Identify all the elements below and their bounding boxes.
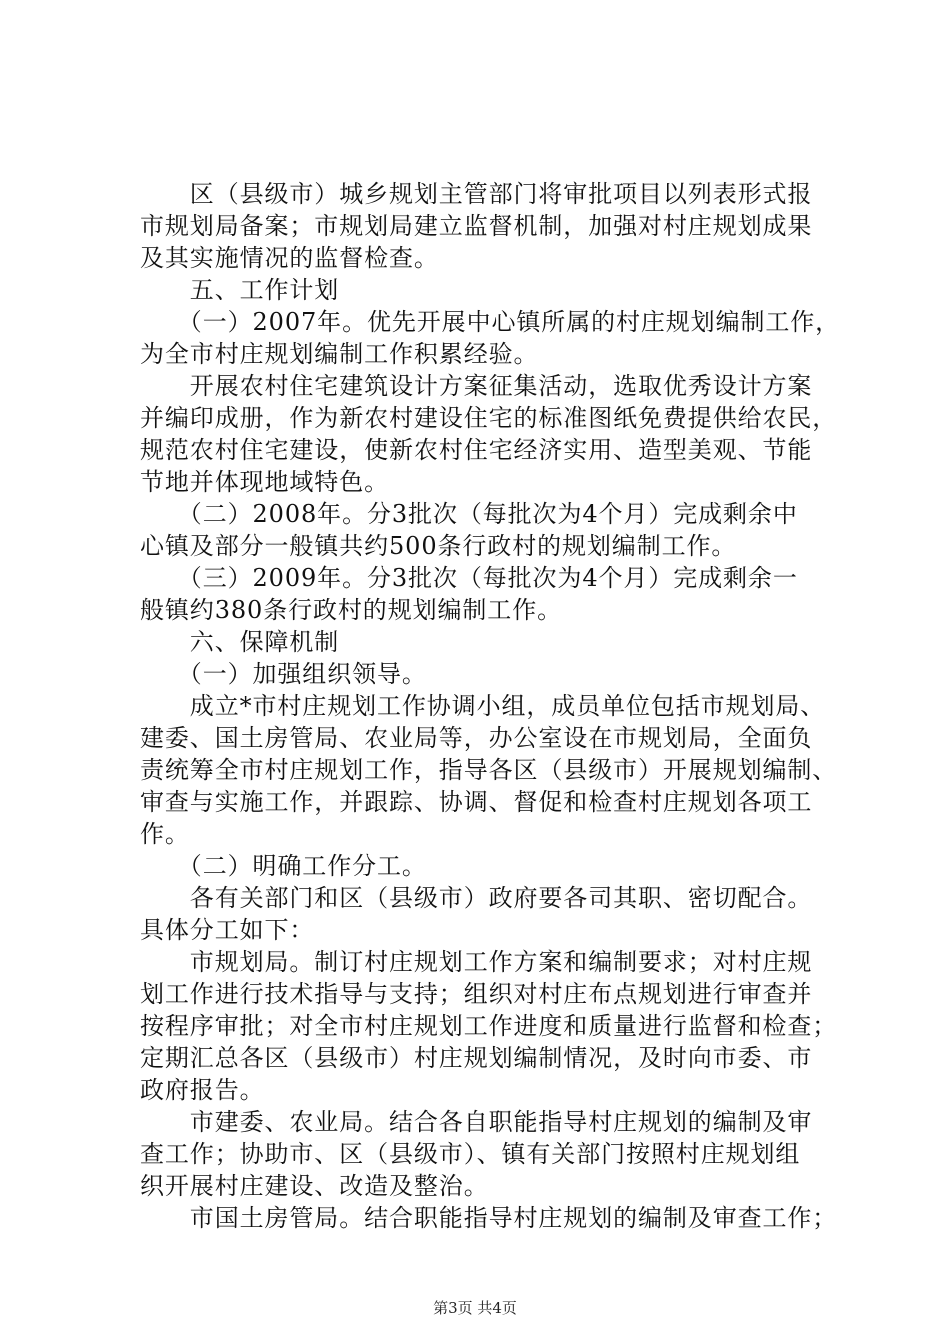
text-line: 市规划局备案；市规划局建立监督机制，加强对村庄规划成果: [140, 212, 813, 240]
section-heading: 五、工作计划: [140, 276, 340, 304]
text-line: （二）2008年。分3批次（每批次为4个月）完成剩余中: [140, 500, 798, 528]
text-line: 查工作；协助市、区（县级市）、镇有关部门按照村庄规划组: [140, 1140, 801, 1168]
text-line: （三）2009年。分3批次（每批次为4个月）完成剩余一: [140, 564, 798, 592]
text-line: 开展农村住宅建筑设计方案征集活动，选取优秀设计方案: [140, 372, 813, 400]
text-line: 织开展村庄建设、改造及整治。: [140, 1172, 489, 1200]
text-line: 审查与实施工作，并跟踪、协调、督促和检查村庄规划各项工: [140, 788, 813, 816]
text-line: 般镇约380条行政村的规划编制工作。: [140, 596, 563, 624]
text-line: 心镇及部分一般镇共约500条行政村的规划编制工作。: [140, 532, 737, 560]
section-heading: 六、保障机制: [140, 628, 340, 656]
text-line: （一）2007年。优先开展中心镇所属的村庄规划编制工作，: [140, 308, 841, 336]
text-line: 具体分工如下：: [140, 916, 315, 944]
text-line: 并编印成册，作为新农村建设住宅的标准图纸免费提供给农民，: [140, 404, 838, 432]
text-line: 规范农村住宅建设，使新农村住宅经济实用、造型美观、节能: [140, 436, 813, 464]
text-line: 市国土房管局。结合职能指导村庄规划的编制及审查工作；: [140, 1204, 838, 1232]
text-line: 政府报告。: [140, 1076, 265, 1104]
text-line: 按程序审批；对全市村庄规划工作进度和质量进行监督和检查；: [140, 1012, 838, 1040]
text-line: 成立*市村庄规划工作协调小组，成员单位包括市规划局、: [140, 692, 826, 720]
text-line: 市规划局。制订村庄规划工作方案和编制要求；对村庄规: [140, 948, 813, 976]
text-line: （一）加强组织领导。: [140, 660, 427, 688]
text-line: 作。: [140, 820, 190, 848]
text-line: （二）明确工作分工。: [140, 852, 427, 880]
text-line: 市建委、农业局。结合各自职能指导村庄规划的编制及审: [140, 1108, 813, 1136]
text-line: 及其实施情况的监督检查。: [140, 244, 439, 272]
text-line: 划工作进行技术指导与支持；组织对村庄布点规划进行审查并: [140, 980, 813, 1008]
text-line: 建委、国土房管局、农业局等，办公室设在市规划局，全面负: [140, 724, 813, 752]
text-line: 责统筹全市村庄规划工作，指导各区（县级市）开展规划编制、: [140, 756, 838, 784]
text-line: 节地并体现地域特色。: [140, 468, 389, 496]
text-line: 定期汇总各区（县级市）村庄规划编制情况，及时向市委、市: [140, 1044, 813, 1072]
text-line: 区（县级市）城乡规划主管部门将审批项目以列表形式报: [140, 180, 813, 208]
text-line: 各有关部门和区（县级市）政府要各司其职、密切配合。: [140, 884, 813, 912]
text-line: 为全市村庄规划编制工作积累经验。: [140, 340, 539, 368]
page-footer: 第3页 共4页: [433, 1299, 517, 1317]
